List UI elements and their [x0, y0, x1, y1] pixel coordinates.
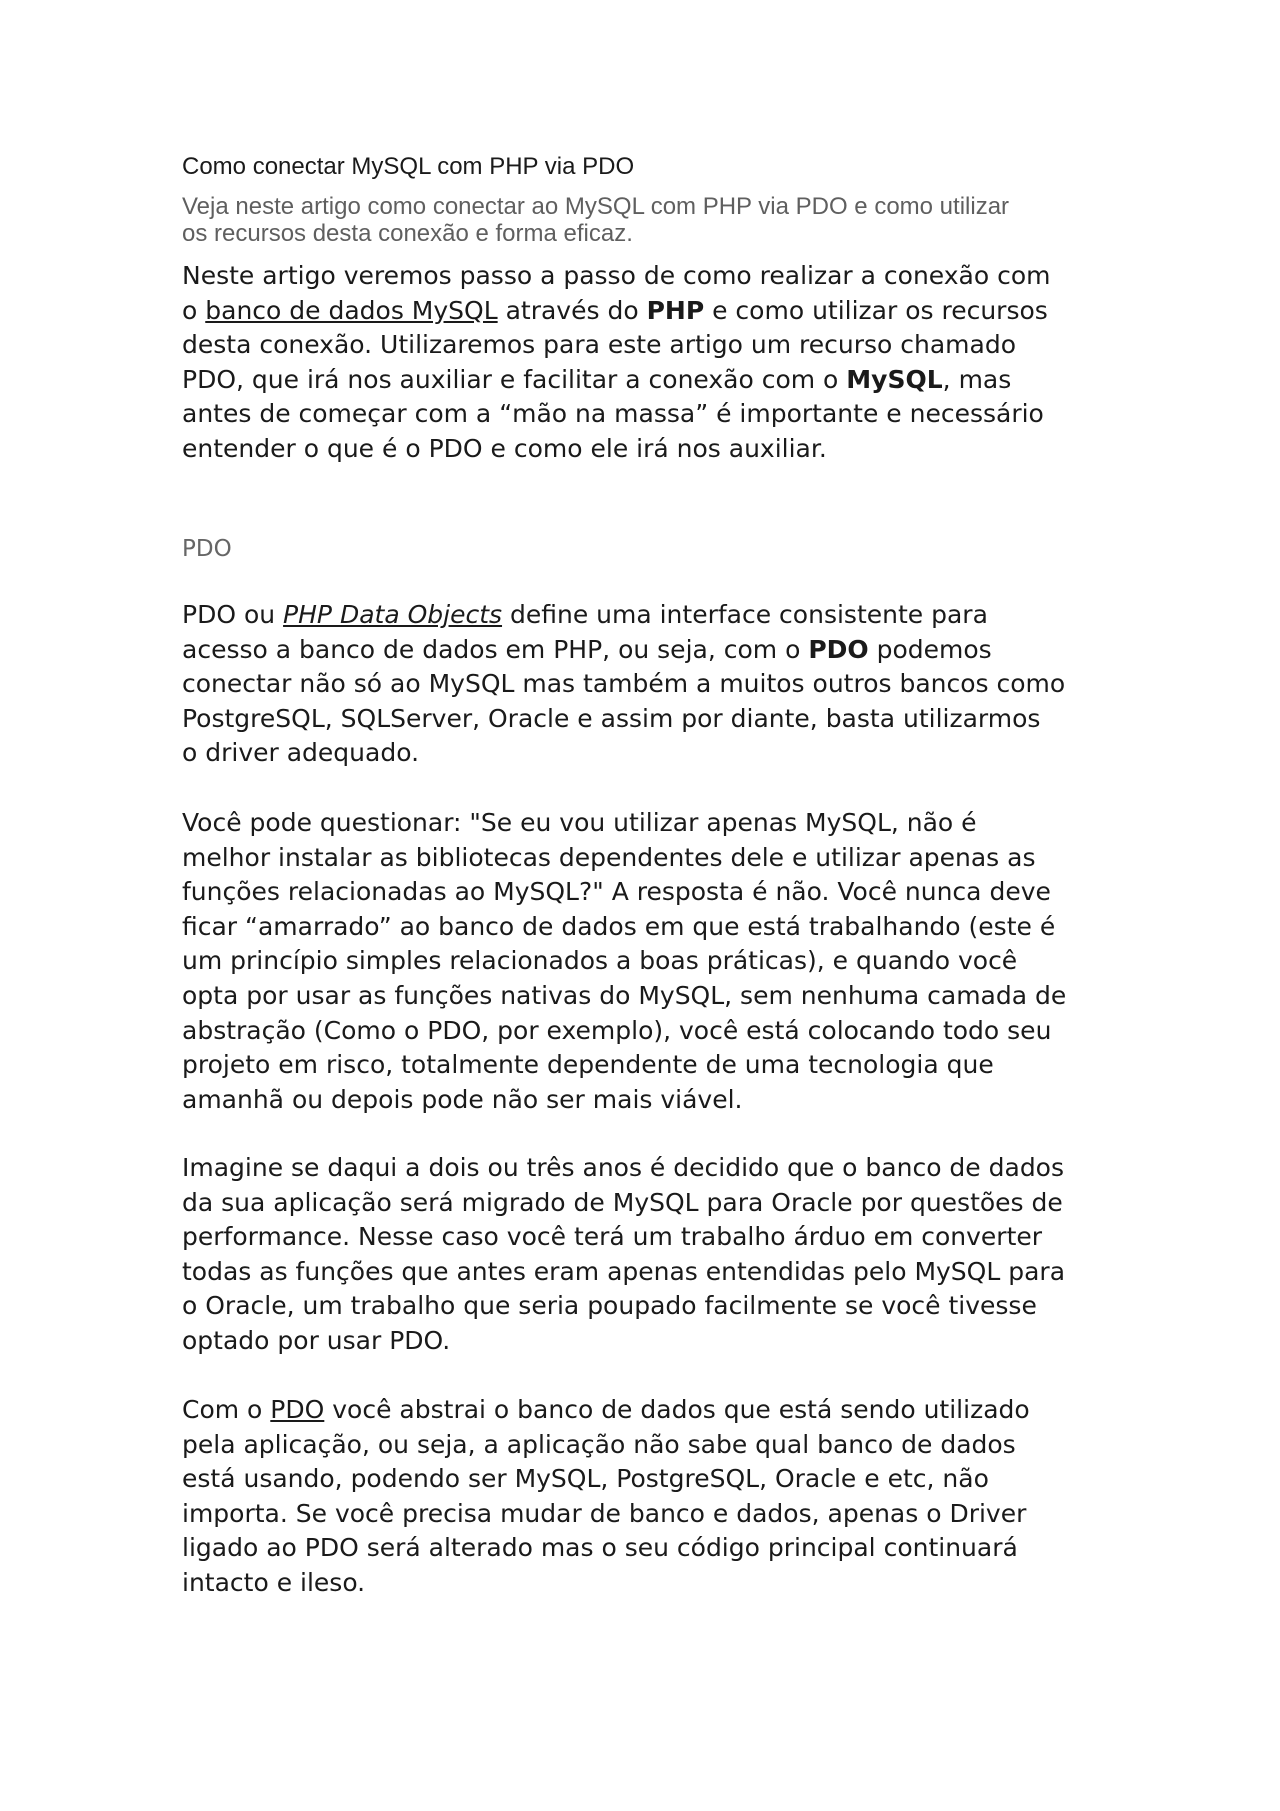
paragraph-line: projeto em risco, totalmente dependente de uma tecnologia que — [182, 1050, 994, 1080]
paragraph-line: funções relacionadas ao MySQL?" A resposta é não. Você nunca deve — [182, 877, 1051, 907]
mysql-bold: MySQL — [846, 364, 943, 394]
php-bold: PHP — [646, 295, 705, 325]
paragraph-line — [182, 598, 1122, 633]
paragraph-line: está usando, podendo ser MySQL, PostgreSQL, Oracle e etc, não — [182, 1464, 989, 1494]
text-run: define uma interface consistente para — [502, 600, 988, 629]
paragraph-line: opta por usar as funções nativas do MySQL, sem nenhuma camada de — [182, 980, 1067, 1010]
text-run: PDO, que irá nos auxiliar e facilitar a conexão com o — [182, 364, 847, 394]
php-data-objects-link[interactable]: PHP Data Objects — [283, 600, 503, 629]
question-paragraph — [182, 806, 1122, 1117]
paragraph-line: melhor instalar as bibliotecas dependentes dele e utilizar apenas as — [182, 842, 1036, 872]
subtitle-line: Veja neste artigo como conectar ao MySQL com PHP via PDO e como utilizar — [182, 193, 1010, 220]
paragraph-line: pela aplicação, ou seja, a aplicação não sabe qual banco de dados — [182, 1429, 1016, 1459]
paragraph-line — [182, 1393, 1122, 1428]
section-heading-pdo: PDO — [182, 536, 232, 562]
paragraph-line: da sua aplicação será migrado de MySQL para Oracle por questões de — [182, 1187, 1063, 1217]
paragraph-line: ficar “amarrado” ao banco de dados em que está trabalhando (este é — [182, 911, 1056, 941]
paragraph-line: performance. Nesse caso você terá um trabalho árduo em converter — [182, 1222, 1043, 1252]
text-run: PDO ou — [182, 600, 284, 629]
paragraph-line: Neste artigo veremos passo a passo de como realizar a conexão com — [182, 261, 1051, 290]
paragraph-line: ligado ao PDO será alterado mas o seu código principal continuará — [182, 1533, 1018, 1563]
paragraph-line: todas as funções que antes eram apenas entendidas pelo MySQL para — [182, 1256, 1066, 1286]
text-run: Com o — [182, 1395, 271, 1424]
paragraph-line: desta conexão. Utilizaremos para este artigo um recurso chamado — [182, 330, 1017, 360]
paragraph-line: o driver adequado. — [182, 738, 420, 768]
migration-paragraph — [182, 1151, 1122, 1359]
paragraph-line: amanhã ou depois pode não ser mais viável. — [182, 1084, 743, 1114]
paragraph-line — [182, 633, 1122, 668]
text-run: e como utilizar os recursos — [704, 295, 1048, 325]
paragraph-line: intacto e ileso. — [182, 1567, 366, 1597]
paragraph-line: Você pode questionar: "Se eu vou utilizar apenas MySQL, não é — [182, 808, 977, 837]
paragraph-line: importa. Se você precisa mudar de banco e dados, apenas o Driver — [182, 1498, 1027, 1528]
paragraph-line — [182, 294, 1122, 329]
abstraction-paragraph — [182, 1393, 1122, 1601]
text-run: , mas — [942, 364, 1012, 394]
pdo-link[interactable]: PDO — [270, 1395, 325, 1424]
paragraph-line: conectar não só ao MySQL mas também a muitos outros bancos como — [182, 669, 1066, 699]
paragraph-line: optado por usar PDO. — [182, 1325, 451, 1355]
paragraph-line: o Oracle, um trabalho que seria poupado facilmente se você tivesse — [182, 1291, 1037, 1321]
mysql-database-link[interactable]: banco de dados MySQL — [205, 295, 498, 325]
subtitle-line: os recursos desta conexão e forma eficaz. — [182, 220, 633, 247]
intro-paragraph — [182, 259, 1122, 467]
paragraph-line: entender o que é o PDO e como ele irá nos auxiliar. — [182, 433, 827, 463]
text-run: através do — [497, 295, 647, 325]
pdo-bold: PDO — [808, 634, 869, 664]
text-run: acesso a banco de dados em PHP, ou seja, com o — [182, 634, 809, 664]
paragraph-line: PostgreSQL, SQLServer, Oracle e assim por diante, basta utilizarmos — [182, 703, 1041, 733]
paragraph-line — [182, 363, 1122, 398]
pdo-definition-paragraph — [182, 598, 1122, 771]
paragraph-line: antes de começar com a “mão na massa” é importante e necessário — [182, 399, 1044, 429]
text-run: você abstrai o banco de dados que está sendo utilizado — [324, 1395, 1030, 1424]
paragraph-line: abstração (Como o PDO, por exemplo), você está colocando todo seu — [182, 1015, 1052, 1045]
paragraph-line: Imagine se daqui a dois ou três anos é decidido que o banco de dados — [182, 1153, 1065, 1182]
text-run: podemos — [868, 634, 992, 664]
article-title: Como conectar MySQL com PHP via PDO — [182, 153, 635, 180]
paragraph-line: um princípio simples relacionados a boas práticas), e quando você — [182, 946, 1018, 976]
article-subtitle — [182, 193, 1102, 247]
text-run: o — [182, 295, 206, 325]
